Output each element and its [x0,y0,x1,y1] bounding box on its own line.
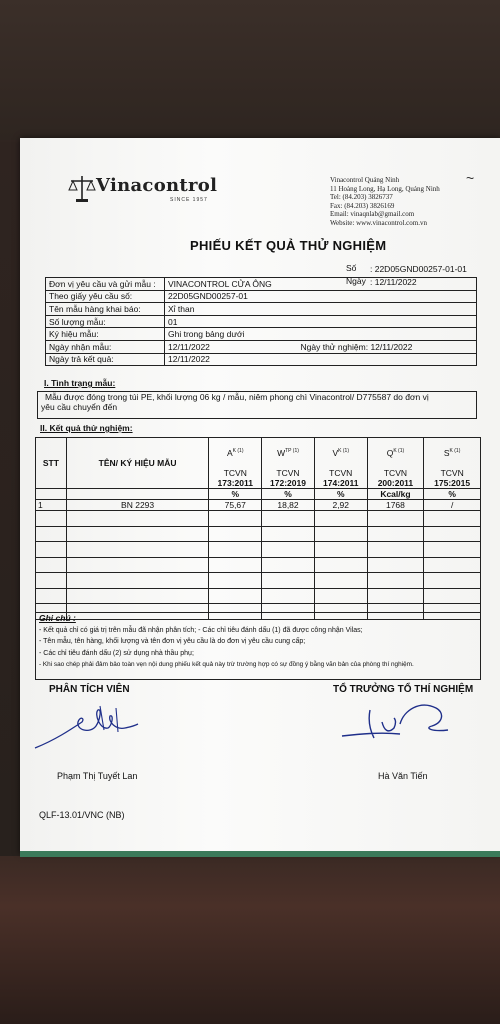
company-address [330,176,440,228]
note-line: - Các chỉ tiêu đánh dấu (2) sử dụng nhà thầu phụ; [39,649,194,657]
company-line: Fax: (84.203) 3826169 [330,201,395,210]
so-value: : 22D05GND00257-01-01 [370,264,467,274]
paper-edge [20,851,500,857]
unit-cell: % [209,489,262,500]
row-value: / [424,500,481,511]
tcvn-label: TCVN [223,468,247,478]
info-label: Ngày trả kết quả: [46,353,165,366]
tcvn-label: TCVN [440,468,464,478]
company-line: Tel: (84.203) 3826737 [330,193,393,202]
info-row [46,328,477,341]
so-label: Số [346,263,357,273]
test-date: Ngày thử nghiệm: 12/11/2022 [300,341,413,352]
results-header-row [36,438,481,489]
unit-cell: % [262,489,315,500]
ngay-value: : 12/11/2022 [370,277,417,287]
param-sup: TP (1) [285,448,299,455]
info-value: VINACONTROL CỬA ÔNG [165,278,477,291]
info-value: 22D05GND00257-01 [165,290,477,303]
empty-row [36,542,481,558]
background-bottom [0,856,500,1024]
info-value: 12/11/2022 [165,353,477,366]
form-code: QLF-13.01/VNC (NB) [39,810,125,820]
std-code: 173:2011 [217,478,253,488]
info-value: 01 [165,315,477,328]
param-name: A [227,448,233,458]
unit-cell [36,489,67,500]
empty-row [36,526,481,542]
tcvn-label: TCVN [329,468,353,478]
info-row [46,315,477,328]
param-name: Q [386,448,394,458]
company-line: 11 Hoàng Long, Hạ Long, Quảng Ninh [330,184,440,193]
param-sup: K (1) [338,448,349,455]
company-line: Vinacontrol Quảng Ninh [330,176,400,184]
param-name: V [332,448,339,458]
vinacontrol-logo [68,172,218,206]
scales-icon [68,174,96,204]
param-sup: K (1) [449,448,461,455]
unit-cell: % [314,489,367,500]
request-info-table [45,277,477,366]
row-stt: 1 [36,500,67,511]
row-value: 2,92 [314,500,367,511]
info-value: Xỉ than [165,303,477,316]
unit-cell: Kcal/kg [367,489,424,500]
std-code: 175:2015 [434,478,471,488]
table-row [36,500,481,511]
empty-row [36,511,481,527]
info-row [46,290,477,303]
empty-row [36,557,481,573]
col-header [262,438,315,489]
row-value: 1768 [367,500,424,511]
sample-status-line: Mẫu được đóng trong túi PE, khối lượng 06 kg / mẫu, niêm phong chì Vinacontrol/ D775587 do đơn vị [45,392,429,402]
empty-row [36,588,481,604]
info-row [46,278,477,291]
col-sample-name: TÊN/ KÝ HIỆU MẪU [66,438,209,489]
note-line: - Tên mẫu, tên hàng, khối lượng và tên đơn vị yêu cầu là do đơn vị yêu cầu cung cấp; [39,638,306,645]
sample-status-line: yêu cầu chuyển đến [41,402,118,412]
info-label: Đơn vị yêu cầu và gửi mẫu : [46,278,165,291]
logo-text: Vinacontrol [96,175,218,196]
info-row [46,340,477,353]
std-code: 172:2019 [270,478,306,488]
supervisor-title: TỔ TRƯỞNG TỔ THÍ NGHIỆM [333,684,474,695]
col-header [367,438,424,489]
notes-box [35,612,481,680]
empty-row [36,573,481,589]
info-row [46,303,477,316]
col-header [424,438,481,489]
section-sample-status-title: I. Tình trạng mẫu: [44,378,116,388]
analyst-name: Phạm Thị Tuyết Lan [57,771,138,781]
info-value: Ghi trong bảng dưới [165,328,477,341]
col-stt: STT [36,438,67,489]
results-unit-row [36,489,481,500]
received-date: 12/11/2022 [168,341,210,352]
std-code: 174:2011 [323,478,359,488]
notes-title: Ghi chú : [39,613,76,623]
row-value: 75,67 [209,500,262,511]
note-line: - Kết quả chỉ có giá trị trên mẫu đã nhận phân tích; - Các chỉ tiêu đánh dấu (1) đã được công nhận Vilas; [39,626,363,634]
info-value [165,340,477,353]
company-line: Website: www.vinacontrol.com.vn [330,218,427,227]
info-label: Ngày nhận mẫu: [46,340,165,353]
sample-status-box [37,391,477,419]
info-label: Số lượng mẫu: [46,315,165,328]
param-sup: K (1) [232,448,244,455]
col-header [209,438,262,489]
tcvn-label: TCVN [383,468,407,478]
param-name: S [443,448,450,458]
row-sample-name: BN 2293 [66,500,209,511]
supervisor-signature [340,690,470,750]
param-name: W [277,448,286,458]
tcvn-label: TCVN [276,468,300,478]
background-top [0,0,500,140]
col-header [314,438,367,489]
note-line: - Khi sao chép phải đảm bảo toàn vẹn nội dung phiếu kết quả này trừ trường hợp có sự đồng ý bằng văn bản của phòng thí nghiệm. [39,661,414,668]
results-table [35,437,481,620]
unit-cell: % [424,489,481,500]
param-sup: K (1) [393,448,405,455]
analyst-title: PHÂN TÍCH VIÊN [49,684,130,695]
info-label: Ký hiệu mẫu: [46,328,165,341]
unit-cell [66,489,209,500]
info-label: Theo giấy yêu cầu số: [46,290,165,303]
logo-subtitle: SINCE 1957 [170,197,208,203]
row-value: 18,82 [262,500,315,511]
analyst-signature [30,700,150,760]
page-title: PHIẾU KẾT QUẢ THỬ NGHIỆM [190,238,387,253]
corner-mark: ~ [466,170,475,186]
info-row [46,353,477,366]
company-line: Email: vinaqnlab@gmail.com [330,210,415,219]
info-label: Tên mẫu hàng khai báo: [46,303,165,316]
supervisor-name: Hà Văn Tiến [378,771,428,781]
std-code: 200:2011 [377,478,414,488]
section-results-title: II. Kết quả thử nghiệm: [40,423,133,433]
ngay-label: Ngày [346,276,366,286]
